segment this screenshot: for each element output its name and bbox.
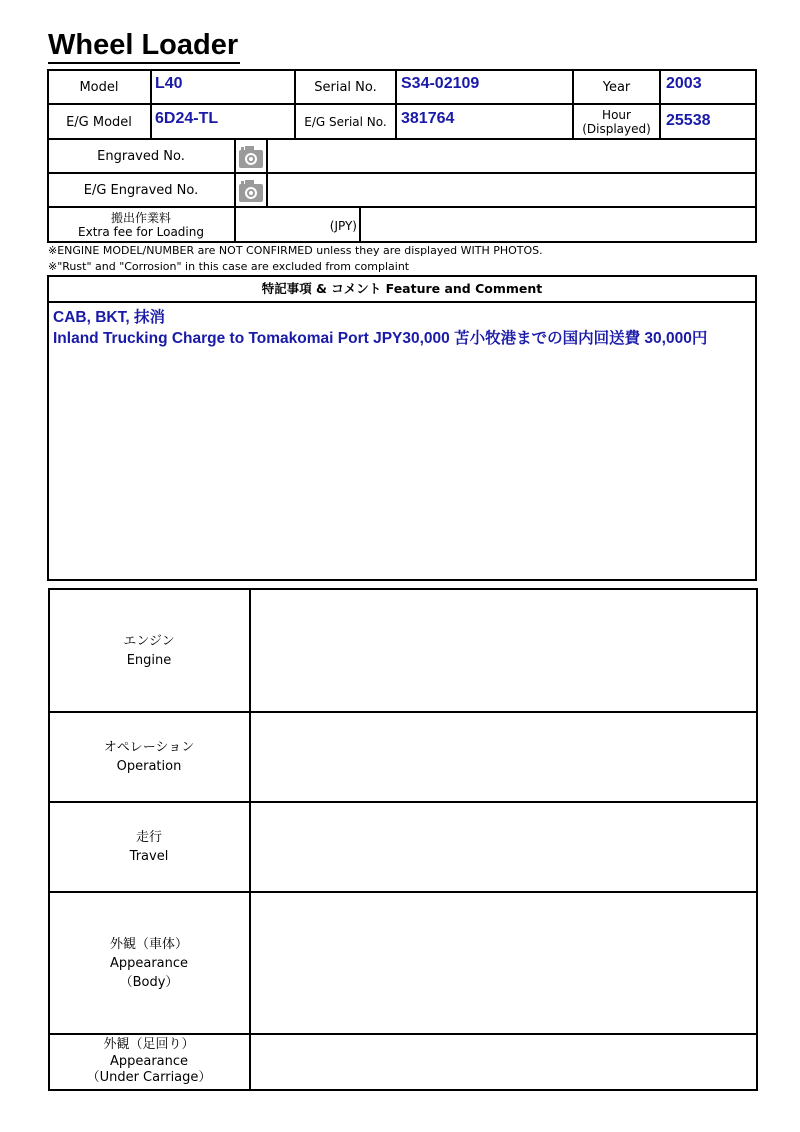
under-label-en1: Appearance [109, 1053, 189, 1069]
under-carriage-value [252, 1036, 756, 1088]
hour-value: 25538 [666, 112, 711, 129]
condition-table [48, 588, 758, 1091]
feature-line-1: CAB, BKT, 抹消 [53, 309, 165, 326]
eg-model-label: E/G Model [66, 115, 132, 130]
eg-engraved-label: E/G Engraved No. [83, 183, 199, 198]
camera-icon [236, 141, 266, 172]
hour-label-line2: (Displayed) [582, 122, 651, 136]
engine-label [48, 632, 250, 670]
camera-icon [236, 175, 266, 206]
body-label-jp: 外観（車体） [109, 937, 188, 952]
under-label-jp: 外観（足回り） [103, 1037, 195, 1052]
travel-label-en: Travel [129, 849, 169, 864]
engraved-photo-button[interactable] [236, 141, 266, 172]
under-carriage-label [48, 1037, 250, 1087]
travel-label-jp: 走行 [135, 830, 162, 845]
operation-label-en: Operation [116, 759, 182, 774]
fee-value [362, 209, 755, 239]
serial-label: Serial No. [314, 80, 377, 95]
page-title: Wheel Loader [48, 28, 240, 64]
engraved-label: Engraved No. [97, 149, 185, 164]
under-label-en2: （Under Carriage） [86, 1070, 212, 1085]
note-engine-confirm: ※ENGINE MODEL/NUMBER are NOT CONFIRMED unless they are displayed WITH PHOTOS. [48, 244, 543, 257]
eg-serial-label: E/G Serial No. [304, 115, 387, 129]
body-label-en1: Appearance [109, 956, 189, 971]
travel-label [48, 828, 250, 866]
note-rust-exclusion: ※"Rust" and "Corrosion" in this case are excluded from complaint [48, 260, 410, 273]
engraved-value [269, 141, 755, 171]
eg-engraved-value [269, 175, 755, 205]
eg-engraved-photo-button[interactable] [236, 175, 266, 206]
fee-label [47, 211, 235, 239]
feature-comment-header: 特記事項 & コメント Feature and Comment [49, 277, 755, 303]
model-label: Model [79, 80, 119, 95]
year-value: 2003 [666, 75, 702, 92]
serial-value: S34-02109 [401, 75, 480, 92]
feature-comment-box [47, 275, 757, 581]
eg-model-value: 6D24-TL [155, 110, 219, 127]
year-label: Year [602, 80, 631, 95]
engine-label-jp: エンジン [123, 634, 175, 649]
hour-label [573, 108, 660, 136]
operation-label-jp: オペレーション [103, 740, 195, 755]
operation-value [252, 714, 756, 800]
hour-label-line1: Hour [602, 108, 631, 122]
body-label [48, 935, 250, 992]
body-value [252, 894, 756, 1032]
fee-label-en: Extra fee for Loading [78, 225, 204, 239]
model-value: L40 [155, 75, 183, 92]
spec-grid [47, 69, 757, 243]
operation-label [48, 738, 250, 776]
travel-value [252, 804, 756, 890]
fee-currency: (JPY) [329, 219, 357, 233]
fee-label-jp: 搬出作業料 [110, 211, 171, 225]
feature-line-2: Inland Trucking Charge to Tomakomai Port JPY30,000 苫小牧港までの国内回送費 30,000円 [53, 330, 708, 347]
body-label-en2: （Body） [119, 975, 179, 990]
engine-label-en: Engine [126, 653, 172, 668]
engine-value [252, 591, 756, 711]
eg-serial-value: 381764 [401, 110, 455, 127]
